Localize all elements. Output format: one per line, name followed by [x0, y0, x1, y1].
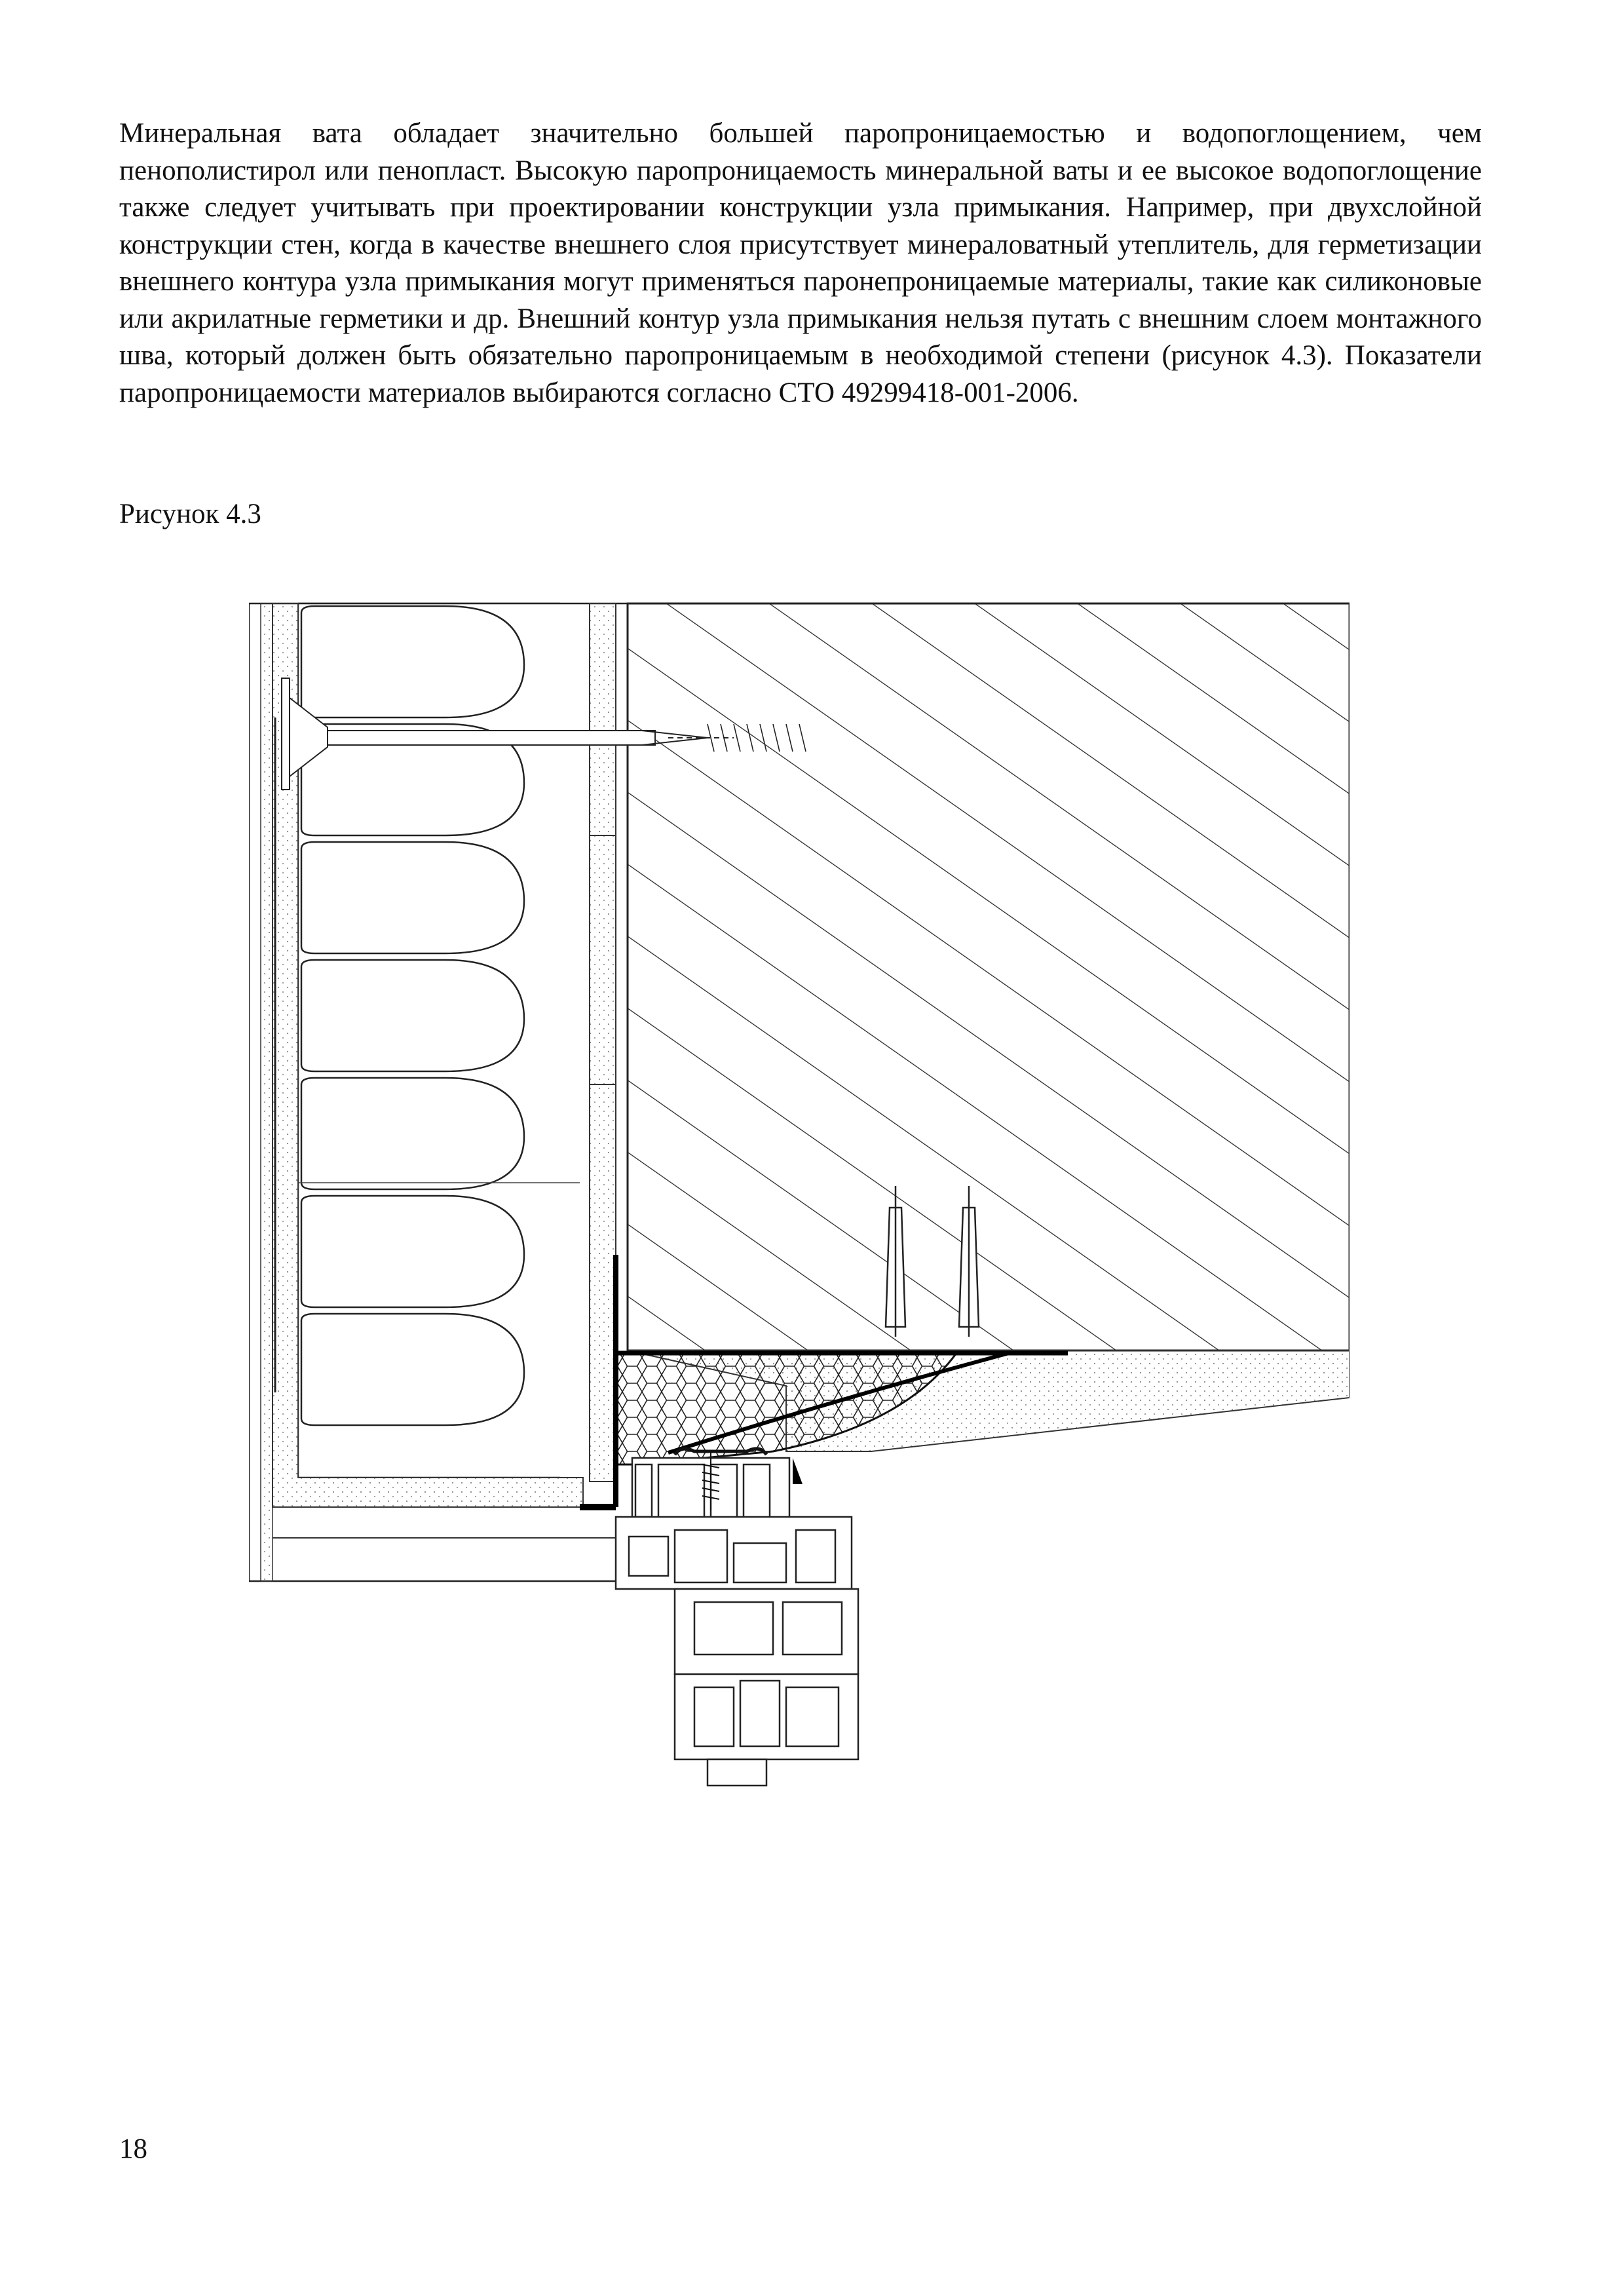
concrete-wall: [628, 603, 1350, 1350]
window-profile: [616, 1458, 858, 1786]
outer-seal-triangle: [793, 1458, 803, 1484]
plaster-layer-left: [261, 603, 273, 1581]
page-number: 18: [119, 2133, 147, 2164]
figure-4-3-drawing: [249, 600, 1350, 1799]
figure-caption: Рисунок 4.3: [119, 499, 261, 529]
body-paragraph: Минеральная вата обладает значительно большей паропроницаемостью и водопоглощением, чем пенополистирол или пенопласт. Высокую паропроницаемость минеральной ваты и ее высокое водопоглощение также следует учитывать при проектировании конструкции узла примыкания. Например, при двухслойной конструкции стен, когда в качестве внешнего слоя присутствует минераловатный утеплитель, для герметизации внешнего контура узла примыкания могут применяться паронепроницаемые материалы, такие как силиконовые или акрилатные герметики и др. Внешний контур узла примыкания нельзя путать с внешним слоем монтажного шва, который должен быть обязательно паропроницаемым в необходимой степени (рисунок 4.3). Показатели паропроницаемости материалов выбираются согласно СТО 49299418-001-2006.: [119, 118, 1482, 408]
